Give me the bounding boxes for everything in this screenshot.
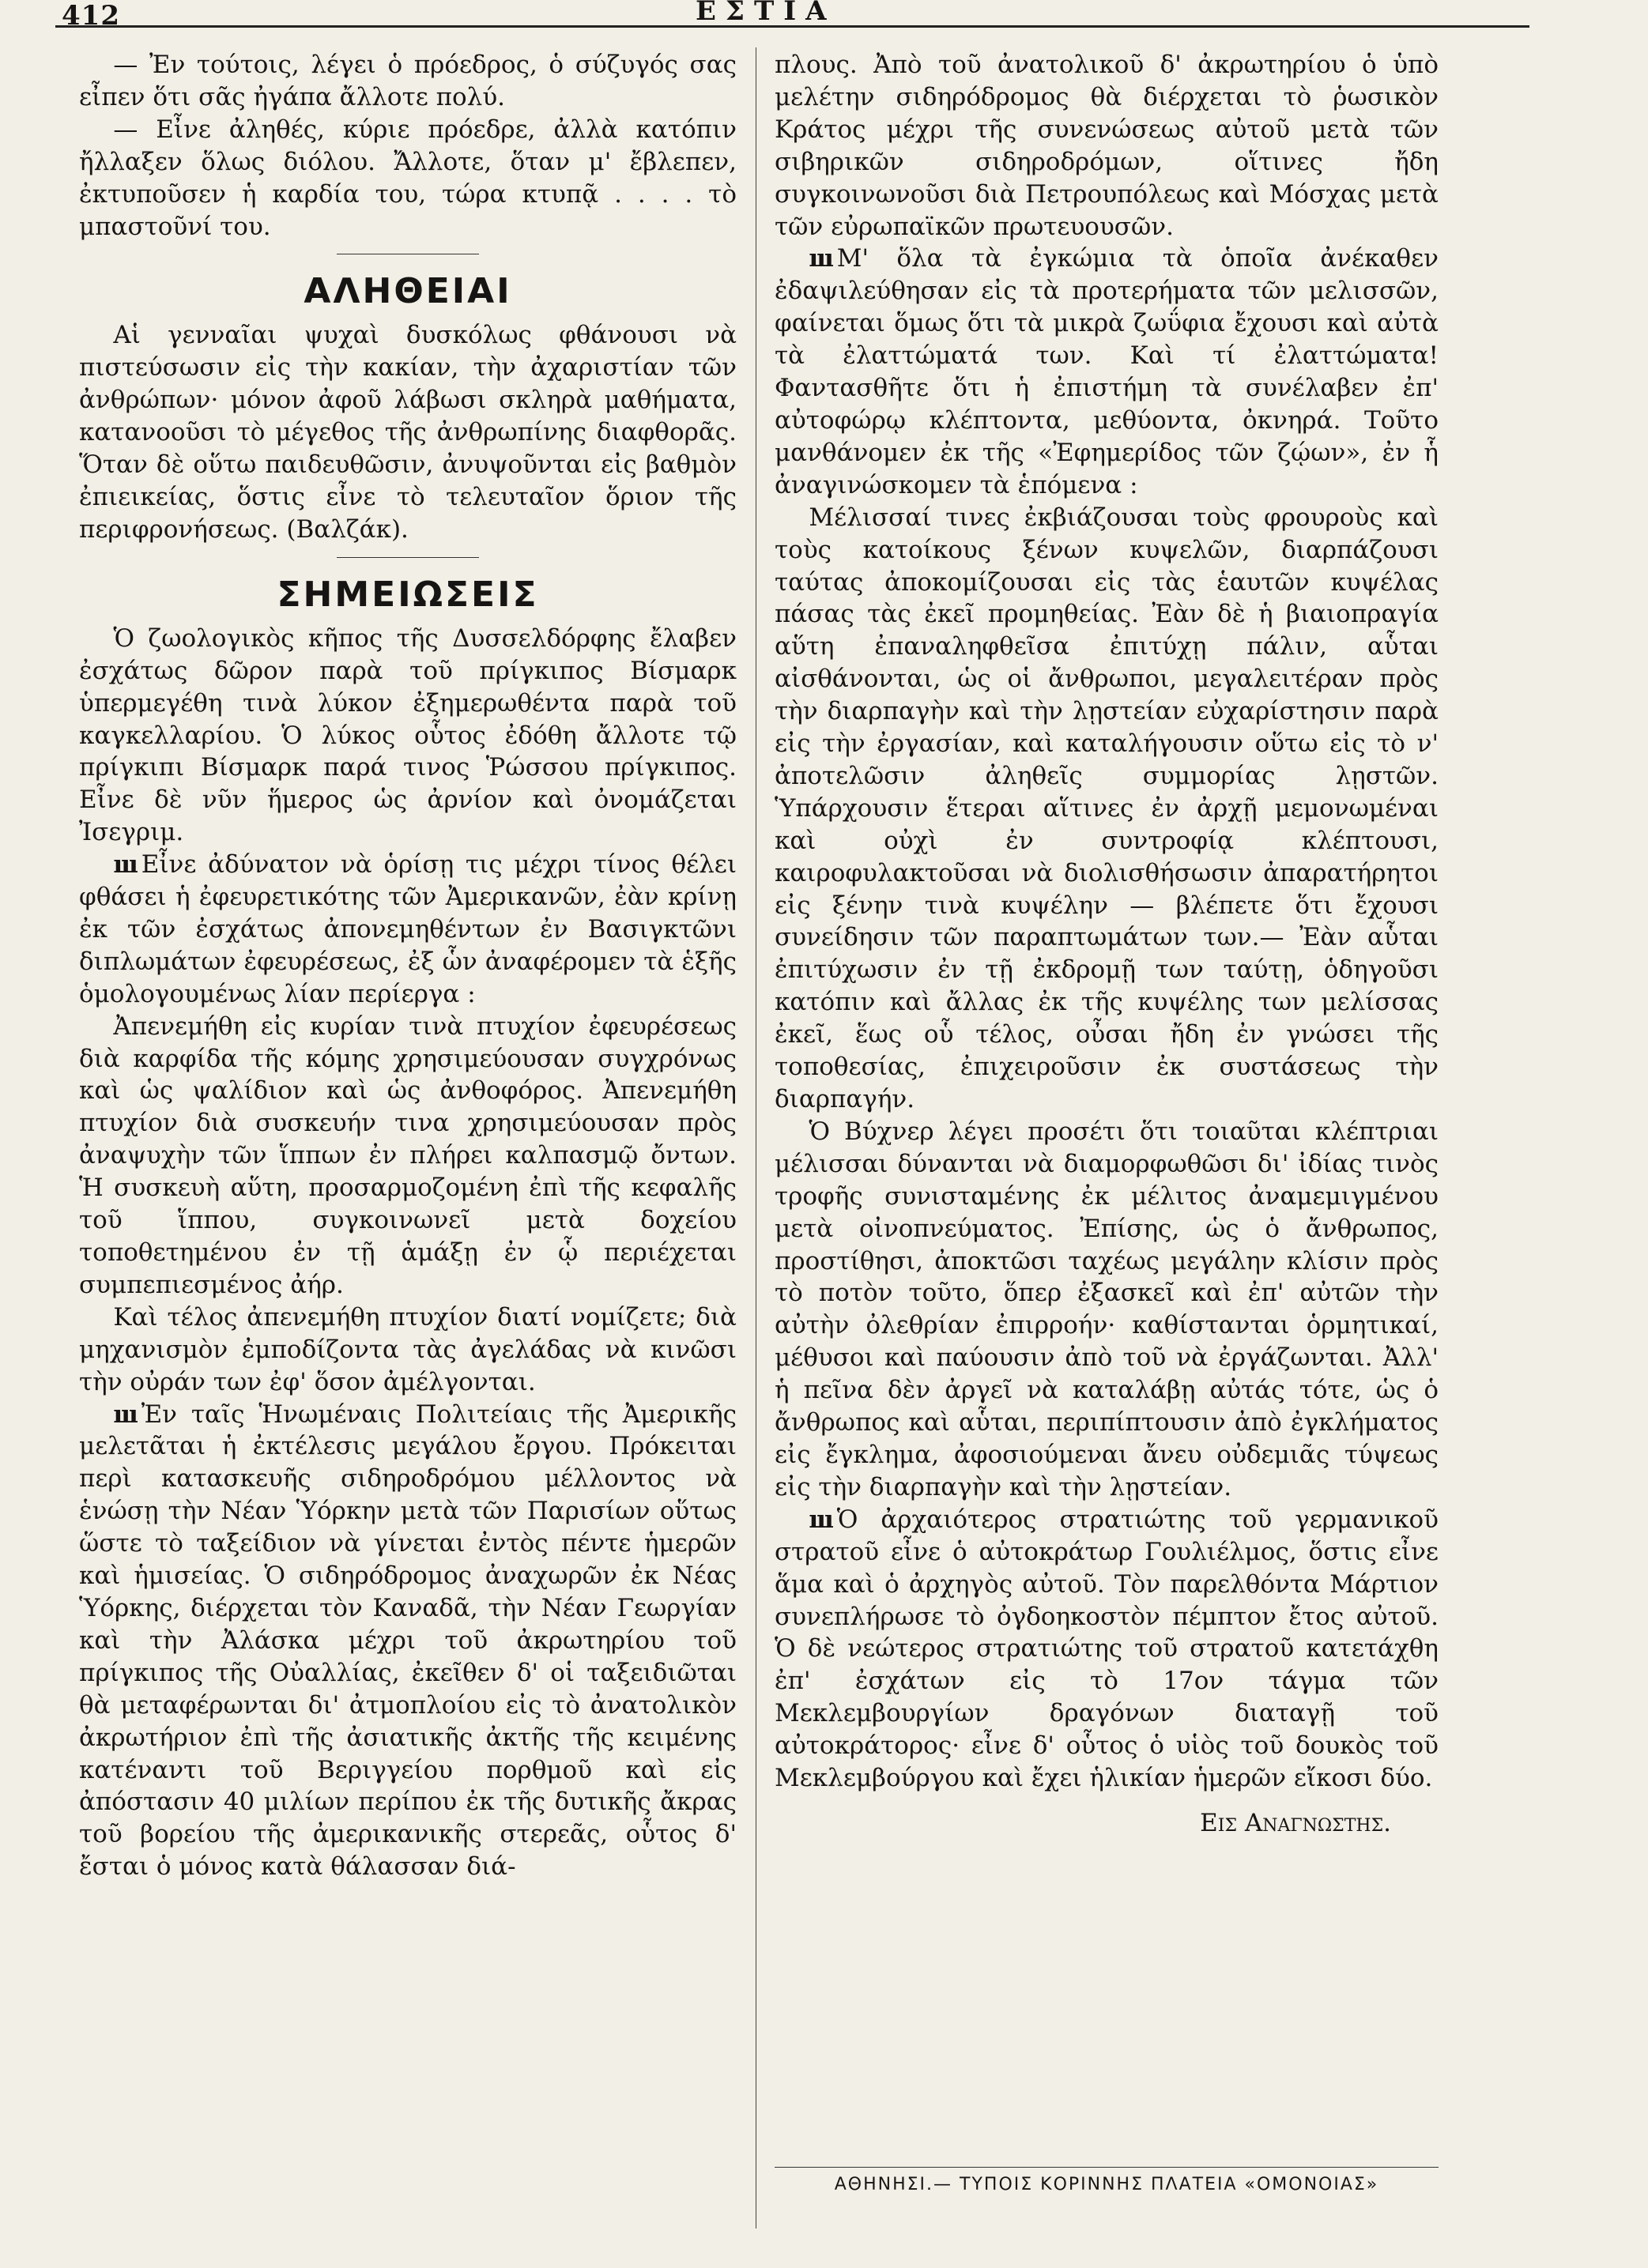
- note-paragraph: ııı Ὁ ἀρχαιότερος στρατιώτης τοῦ γερμανικοῦ στρατοῦ εἶνε ὁ αὐτοκράτωρ Γουλιέλμος, ὅστις εἶνε ἅμα καὶ ὁ ἀρχηγὸς αὐτοῦ. Τὸν παρελθόντα Μάρτιον συνεπλήρωσε τὸ ὀγδοηκοστὸν πέμπτον ἔτος αὐτοῦ. Ὁ δὲ νεώτερος στρατιώτης τοῦ στρατοῦ κατετάχθη ἐπ' ἐσχάτων εἰς τὸ 17ον τάγμα τῶν Μεκλεμβουργίων δραγόνων διαταγῇ τοῦ αὐτοκράτορος· εἶνε δ' οὗτος ὁ υἱὸς τοῦ δουκὸς τοῦ Μεκλεμβούργου καὶ ἔχει ἡλικίαν ἡμερῶν εἴκοσι δύο.: [775, 1505, 1439, 1793]
- header-rule: [55, 25, 1529, 28]
- note-paragraph: πλους. Ἀπὸ τοῦ ἀνατολικοῦ δ' ἀκρωτηρίου ὁ ὑπὸ μελέτην σιδηρόδρομος θὰ διέρχεται τὸ ῥωσικὸν Κράτος μέχρι τῆς συνενώσεως αὐτοῦ μετὰ τῶν σιβηρικῶν σιδηροδρόμων, οἵτινες ἤδη συγκοινωνοῦσι διὰ Πετρουπόλεως καὶ Μόσχας μετὰ τῶν εὐρωπαϊκῶν πρωτευουσῶν.: [775, 51, 1439, 241]
- section-mark-icon: ııı: [809, 244, 832, 273]
- signature: Εις Αναγνωστης.: [1200, 1808, 1391, 1837]
- section-mark-icon: ııı: [113, 850, 137, 880]
- note-paragraph: Καὶ τέλος ἀπενεμήθη πτυχίον διατί νομίζετε; διὰ μηχανισμὸν ἐμποδίζοντα τὰς ἀγελάδας νὰ κινῶσι τὴν οὐράν των ἐφ' ὅσον ἀμέλγονται.: [79, 1302, 737, 1396]
- left-column: [79, 49, 737, 1883]
- section-divider: [337, 557, 479, 558]
- dialogue-paragraph: — Ἐν τούτοις, λέγει ὁ πρόεδρος, ὁ σύζυγός σας εἶπεν ὅτι σᾶς ἠγάπα ἄλλοτε πολύ.: [79, 51, 737, 111]
- section-mark-icon: ııı: [113, 1400, 137, 1429]
- section-title-notes: ΣΗΜΕΙΩΣΕΙΣ: [277, 574, 539, 615]
- right-column: [775, 49, 1439, 1840]
- truths-paragraph: Αἱ γενναῖαι ψυχαὶ δυσκόλως φθάνουσι νὰ πιστεύσωσιν εἰς τὴν κακίαν, τὴν ἀχαριστίαν τῶν ἀνθρώπων· μόνον ἀφοῦ λάβωσι σκληρὰ μαθήματα, κατανοοῦσι τὸ μέγεθος τῆς ἀνθρωπίνης διαφθορᾶς. Ὅταν δὲ οὕτω παιδευθῶσιν, ἀνυψοῦνται εἰς βαθμὸν ἐπιεικείας, ὅστις εἶνε τὸ τελευταῖον ὅριον τῆς περιφρονήσεως. (Βαλζάκ).: [79, 321, 737, 544]
- note-paragraph: ııı Μ' ὅλα τὰ ἐγκώμια τὰ ὁποῖα ἀνέκαθεν ἐδαψιλεύθησαν εἰς τὰ προτερήματα τῶν μελισσῶν, φαίνεται ὅμως ὅτι τὰ μικρὰ ζωΰφια ἔχουσι καὶ αὐτὰ τὰ ἐλαττώματά των. Καὶ τί ἐλαττώματα! Φαντασθῆτε ὅτι ἡ ἐπιστήμη τὰ συνέλαβεν ἐπ' αὐτοφώρῳ κλέπτοντα, μεθύοντα, ὀκνηρά. Τοῦτο μανθάνομεν ἐκ τῆς «Ἐφημερίδος τῶν ζῴων», ἐν ἧ ἀναγινώσκομεν τὰ ἑπόμενα :: [775, 244, 1439, 499]
- dialogue-paragraph: — Εἶνε ἀληθές, κύριε πρόεδρε, ἀλλὰ κατόπιν ἤλλαξεν ὅλως διόλου. Ἄλλοτε, ὅταν μ' ἔβλεπεν, ἐκτυποῦσεν ἡ καρδία του, τώρα κτυπᾷ . . . . τὸ μπαστοῦνί του.: [79, 115, 737, 241]
- printer-imprint: ΑΘΗΝΗΣΙ.— ΤΥΠΟΙΣ ΚΟΡΙΝΝΗΣ ΠΛΑΤΕΙΑ «ΟΜΟΝΟΙΑΣ»: [834, 2175, 1379, 2195]
- section-mark-icon: ııı: [809, 1505, 832, 1534]
- running-head: ΕΣΤΙΑ: [696, 0, 836, 27]
- note-paragraph: Ὁ Βύχνερ λέγει προσέτι ὅτι τοιαῦται κλέπτριαι μέλισσαι δύνανται νὰ διαμορφωθῶσι δι' ἰδίας τινὸς τροφῆς συνισταμένης ἐκ μέλιτος ἀναμεμιγμένου μετὰ οἰνοπνεύματος. Ἐπίσης, ὡς ὁ ἄνθρωπος, προστίθησι, ἀποκτῶσι ταχέως μεγάλην κλίσιν πρὸς τὸ ποτὸν τοῦτο, ὅπερ ἐξασκεῖ καὶ ἐπ' αὐτῶν τὴν αὐτὴν ὀλεθρίαν ἐπιρροήν· καθίστανται ὁρμητικαί, μέθυσοι καὶ παύουσιν ἀπὸ τοῦ νὰ ἐργάζωνται. Ἀλλ' ἡ πεῖνα δὲν ἀργεῖ νὰ καταλάβῃ αὐτάς τότε, ὡς ὁ ἄνθρωπος καὶ αὗται, περιπίπτουσιν ἀπὸ ἐγκλήματος εἰς ἔγκλημα, ἀφοσιούμεναι ἄνευ οὐδεμιᾶς τύψεως εἰς τὴν διαρπαγὴν καὶ τὴν λῃστείαν.: [775, 1117, 1439, 1501]
- section-title-truths: ΑΛΗΘΕΙΑΙ: [304, 271, 512, 312]
- note-paragraph: Ὁ ζωολογικὸς κῆπος τῆς Δυσσελδόρφης ἔλαβεν ἐσχάτως δῶρον παρὰ τοῦ πρίγκιπος Βίσμαρκ ὑπερμεγέθη τινὰ λύκον ἐξημερωθέντα παρὰ τοῦ καγκελλαρίου. Ὁ λύκος οὗτος ἐδόθη ἄλλοτε τῷ πρίγκιπι Βίσμαρκ παρά τινος Ῥώσσου πρίγκιπος. Εἶνε δὲ νῦν ἥμερος ὡς ἀρνίον καὶ ὀνομάζεται Ἰσεγριμ.: [79, 624, 737, 847]
- note-paragraph: Ἀπενεμήθη εἰς κυρίαν τινὰ πτυχίον ἐφευρέσεως διὰ καρφίδα τῆς κόμης χρησιμεύουσαν συγχρόνως καὶ ὡς ψαλίδιον καὶ ὡς ἀνθοφόρος. Ἀπενεμήθη πτυχίον διὰ συσκευήν τινα χρησιμεύουσαν πρὸς ἀναψυχὴν τῶν ἵππων ἐν πλήρει καλπασμῷ ὄντων. Ἡ συσκευὴ αὕτη, προσαρμοζομένη ἐπὶ τῆς κεφαλῆς τοῦ ἵππου, συγκοινωνεῖ μετὰ δοχείου τοποθετημένου ἐν τῇ ἁμάξῃ ἐν ᾧ περιέχεται συμπεπιεσμένος ἀήρ.: [79, 1012, 737, 1299]
- footer-rule: [775, 2167, 1439, 2168]
- page-number: 412: [62, 0, 120, 32]
- note-paragraph: ııı Εἶνε ἀδύνατον νὰ ὁρίσῃ τις μέχρι τίνος θέλει φθάσει ἡ ἐφευρετικότης τῶν Ἀμερικανῶν, ἐὰν κρίνῃ ἐκ τῶν ἐσχάτως ἀπονεμηθέντων ἐν Βασιγκτῶνι διπλωμάτων ἐφευρέσεως, ἐξ ὧν ἀναφέρομεν τὰ ἑξῆς ὁμολογουμένως λίαν περίεργα :: [79, 850, 737, 1008]
- note-paragraph: Μέλισσαί τινες ἐκβιάζουσαι τοὺς φρουροὺς καὶ τοὺς κατοίκους ξένων κυψελῶν, διαρπάζουσι ταύτας ἀποκομίζουσαι εἰς τὰς ἑαυτῶν κυψέλας πάσας τὰς ἐκεῖ προμηθείας. Ἐὰν δὲ ἡ βιαιοπραγία αὕτη ἐπαναληφθεῖσα ἐπιτύχῃ πάλιν, αὗται αἰσθάνονται, ὡς οἱ ἄνθρωποι, μεγαλειτέραν πρὸς τὴν διαρπαγὴν καὶ τὴν λῃστείαν εὐχαρίστησιν παρὰ εἰς τὴν ἐργασίαν, καὶ καταλήγουσιν οὕτω εἰς τὸ ν' ἀποτελῶσιν ἀληθεῖς συμμορίας λῃστῶν. Ὑπάρχουσιν ἕτεραι αἵτινες ἐν ἀρχῇ μεμονωμέναι καὶ οὐχὶ ἐν συντροφίᾳ κλέπτουσι, καιροφυλακτοῦσαι νὰ διολισθήσωσιν ἀπαρατήρητοι εἰς ξένην τινὰ κυψέλην — βλέπετε ὅτι ἔχουσι συνείδησιν τῶν παραπτωμάτων των.— Ἐὰν αὗται ἐπιτύχωσιν ἐν τῇ ἐκδρομῇ των ταύτῃ, ὁδηγοῦσι κατόπιν καὶ ἄλλας ἐκ τῆς κυψέλης των μελίσσας ἐκεῖ, ἕως οὗ τέλος, οὖσαι ἤδη ἐν γνώσει τῆς τοποθεσίας, ἐπιχειροῦσιν ἐκ συστάσεως τὴν διαρπαγήν.: [775, 503, 1439, 1113]
- note-paragraph: ııı Ἐν ταῖς Ἡνωμέναις Πολιτείαις τῆς Ἀμερικῆς μελετᾶται ἡ ἐκτέλεσις μεγάλου ἔργου. Πρόκειται περὶ κατασκευῆς σιδηροδρόμου μέλλοντος νὰ ἑνώσῃ τὴν Νέαν Ὑόρκην μετὰ τῶν Παρισίων οὕτως ὥστε τὸ ταξείδιον νὰ γίνεται ἐντὸς πέντε ἡμερῶν καὶ ἡμισείας. Ὁ σιδηρόδρομος ἀναχωρῶν ἐκ Νέας Ὑόρκης, διέρχεται τὸν Καναδᾶ, τὴν Νέαν Γεωργίαν καὶ τὴν Ἀλάσκα μέχρι τοῦ ἀκρωτηρίου τοῦ πρίγκιπος τῆς Οὐαλλίας, ἐκεῖθεν δ' οἱ ταξειδιῶται θὰ μεταφέρωνται δι' ἀτμοπλοίου εἰς τὸ ἀνατολικὸν ἀκρωτήριον ἐπὶ τῆς ἀσιατικῆς ἀκτῆς τῆς κειμένης κατέναντι τοῦ Βεριγγείου πορθμοῦ καὶ εἰς ἀπόστασιν 40 μιλίων περίπου ἐκ τῆς δυτικῆς ἄκρας τοῦ βορείου τῆς ἀμερικανικῆς στερεᾶς, οὗτος δ' ἔσται ὁ μόνος κατὰ θάλασσαν διά-: [79, 1400, 737, 1882]
